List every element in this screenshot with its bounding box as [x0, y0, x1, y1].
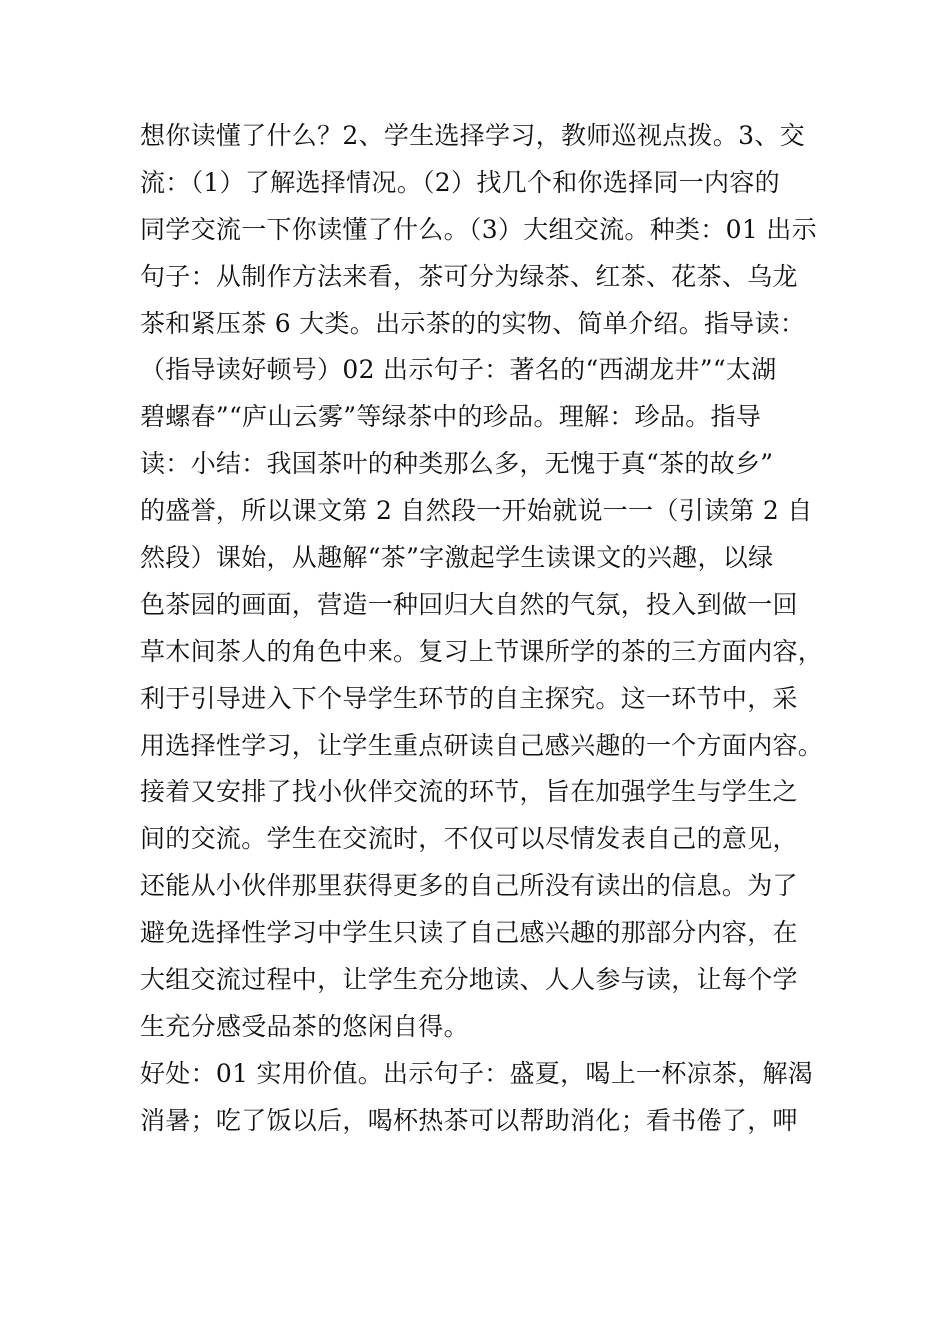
text-line: 的盛誉，所以课文第 2 自然段一开始就说一一（引读第 2 自 [140, 496, 813, 526]
text-line: 间的交流。学生在交流时，不仅可以尽情发表自己的意见， [140, 824, 798, 854]
text-line: 好处：01 实用价值。出示句子：盛夏，喝上一杯凉茶，解渴 [140, 1058, 814, 1088]
text-line: 消暑；吃了饭以后，喝杯热茶可以帮助消化；看书倦了，呷 [140, 1105, 798, 1135]
text-line: 接着又安排了找小伙伴交流的环节，旨在加强学生与学生之 [140, 777, 798, 807]
text-line: 流：（1）了解选择情况。（2）找几个和你选择同一内容的 [140, 167, 780, 197]
text-line: 色茶园的画面，营造一种回归大自然的气氛，投入到做一回 [140, 589, 798, 619]
text-line: 想你读懂了什么？2、学生选择学习，教师巡视点拨。3、交 [140, 121, 805, 150]
text-line: 同学交流一下你读懂了什么。（3）大组交流。种类：01 出示 [140, 214, 817, 244]
text-line: 茶和紧压茶 6 大类。出示茶的的实物、简单介绍。指导读： [140, 308, 806, 338]
text-line: （指导读好顿号）02 出示句子：著名的“西湖龙井”“太湖 [140, 355, 777, 385]
text-line: 然段）课始，从趣解“茶”字激起学生读课文的兴趣，以绿 [140, 543, 774, 573]
text-line: 读：小结：我国茶叶的种类那么多，无愧于真“茶的故乡” [140, 449, 774, 479]
text-line: 生充分感受品茶的悠闲自得。 [140, 1011, 469, 1041]
text-line: 碧螺春”“庐山云雾”等绿茶中的珍品。理解：珍品。指导 [140, 402, 762, 432]
text-line: 避免选择性学习中学生只读了自己感兴趣的那部分内容，在 [140, 918, 798, 948]
text-line: 利于引导进入下个导学生环节的自主探究。这一环节中，采 [140, 683, 798, 713]
text-line: 句子：从制作方法来看，茶可分为绿茶、红茶、花茶、乌龙 [140, 261, 798, 291]
text-line: 用选择性学习，让学生重点研读自己感兴趣的一个方面内容。 [140, 730, 824, 760]
text-line: 草木间茶人的角色中来。复习上节课所学的茶的三方面内容， [140, 636, 824, 666]
text-line: 大组交流过程中，让学生充分地读、人人参与读，让每个学 [140, 965, 798, 995]
body-text [140, 113, 824, 1145]
text-line: 还能从小伙伴那里获得更多的自己所没有读出的信息。为了 [140, 871, 798, 901]
